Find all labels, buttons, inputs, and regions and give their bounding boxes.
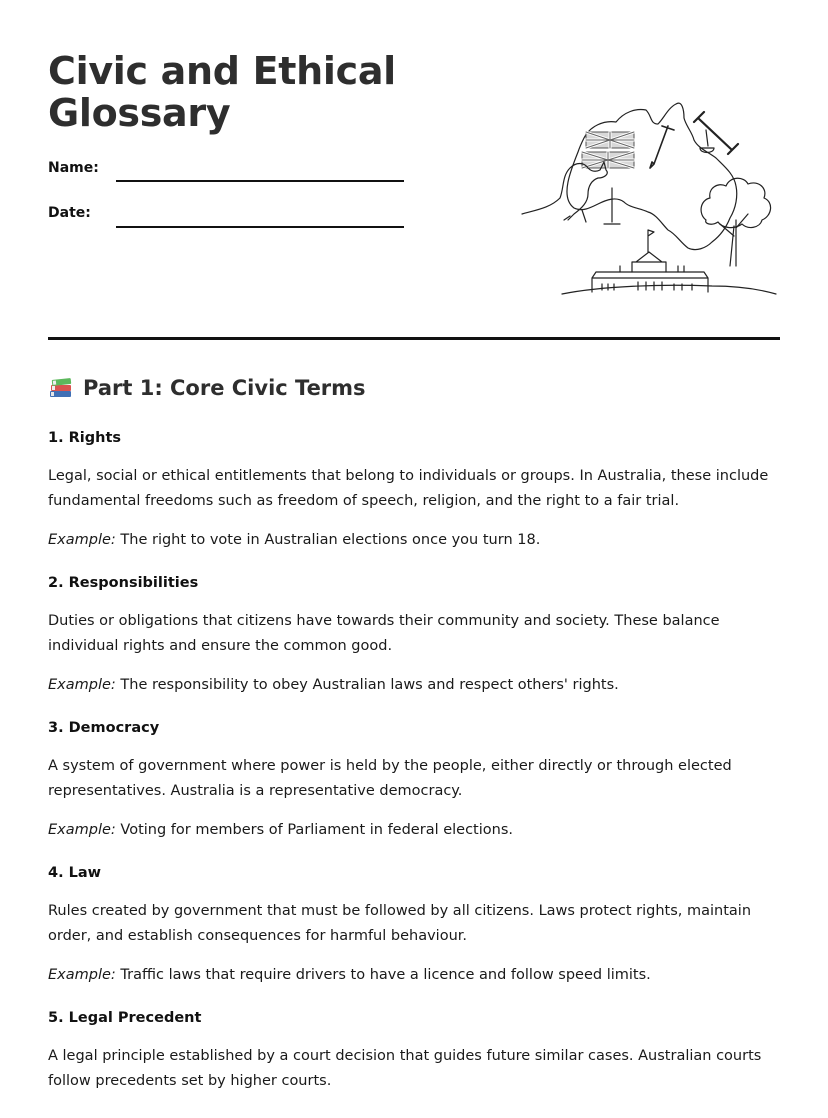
- term-title: 3. Democracy: [48, 720, 160, 736]
- books-icon: [48, 375, 74, 401]
- date-label: Date:: [48, 205, 91, 221]
- terms-list: [48, 428, 788, 1094]
- name-label: Name:: [48, 160, 99, 176]
- term-definition: A legal principle established by a court decision that guides future similar cases. Australian courts follow precedents set by higher courts.: [48, 1048, 762, 1089]
- page-title: Civic and Ethical Glossary: [48, 49, 396, 135]
- example-label: Example:: [48, 822, 116, 838]
- section-heading: [48, 375, 366, 401]
- term-item: [48, 573, 788, 696]
- term-example: [48, 674, 788, 696]
- term-definition: A system of government where power is held by the people, either directly or through elected representatives. Australia is a representative democracy.: [48, 758, 732, 799]
- australia-civics-illustration-icon: [512, 96, 784, 300]
- term-example: [48, 819, 788, 841]
- term-definition: Legal, social or ethical entitlements that belong to individuals or groups. In Australia, these include fundamental freedoms such as freedom of speech, religion, and the right to a fair trial.: [48, 468, 769, 509]
- header-divider: [48, 337, 780, 340]
- name-field[interactable]: [116, 180, 404, 182]
- example-label: Example:: [48, 532, 116, 548]
- example-text: Traffic laws that require drivers to have a licence and follow speed limits.: [115, 967, 651, 983]
- example-label: Example:: [48, 677, 116, 693]
- term-definition: Duties or obligations that citizens have towards their community and society. These balance individual rights and ensure the common good.: [48, 613, 720, 654]
- term-example: [48, 964, 788, 986]
- term-item: [48, 428, 788, 551]
- term-item: [48, 863, 788, 986]
- example-text: The responsibility to obey Australian laws and respect others' rights.: [115, 677, 619, 693]
- date-field[interactable]: [116, 226, 404, 228]
- term-title: 1. Rights: [48, 430, 122, 446]
- example-text: The right to vote in Australian elections once you turn 18.: [115, 532, 541, 548]
- term-item: [48, 1008, 788, 1094]
- term-title: 2. Responsibilities: [48, 575, 199, 591]
- term-title: 5. Legal Precedent: [48, 1010, 202, 1026]
- term-definition: Rules created by government that must be followed by all citizens. Laws protect rights, maintain order, and establish consequences for harmful behaviour.: [48, 903, 752, 944]
- example-text: Voting for members of Parliament in federal elections.: [115, 822, 513, 838]
- term-title: 4. Law: [48, 865, 102, 881]
- term-item: [48, 718, 788, 841]
- example-label: Example:: [48, 967, 116, 983]
- section-heading-text: Part 1: Core Civic Terms: [83, 376, 366, 400]
- term-example: [48, 529, 788, 551]
